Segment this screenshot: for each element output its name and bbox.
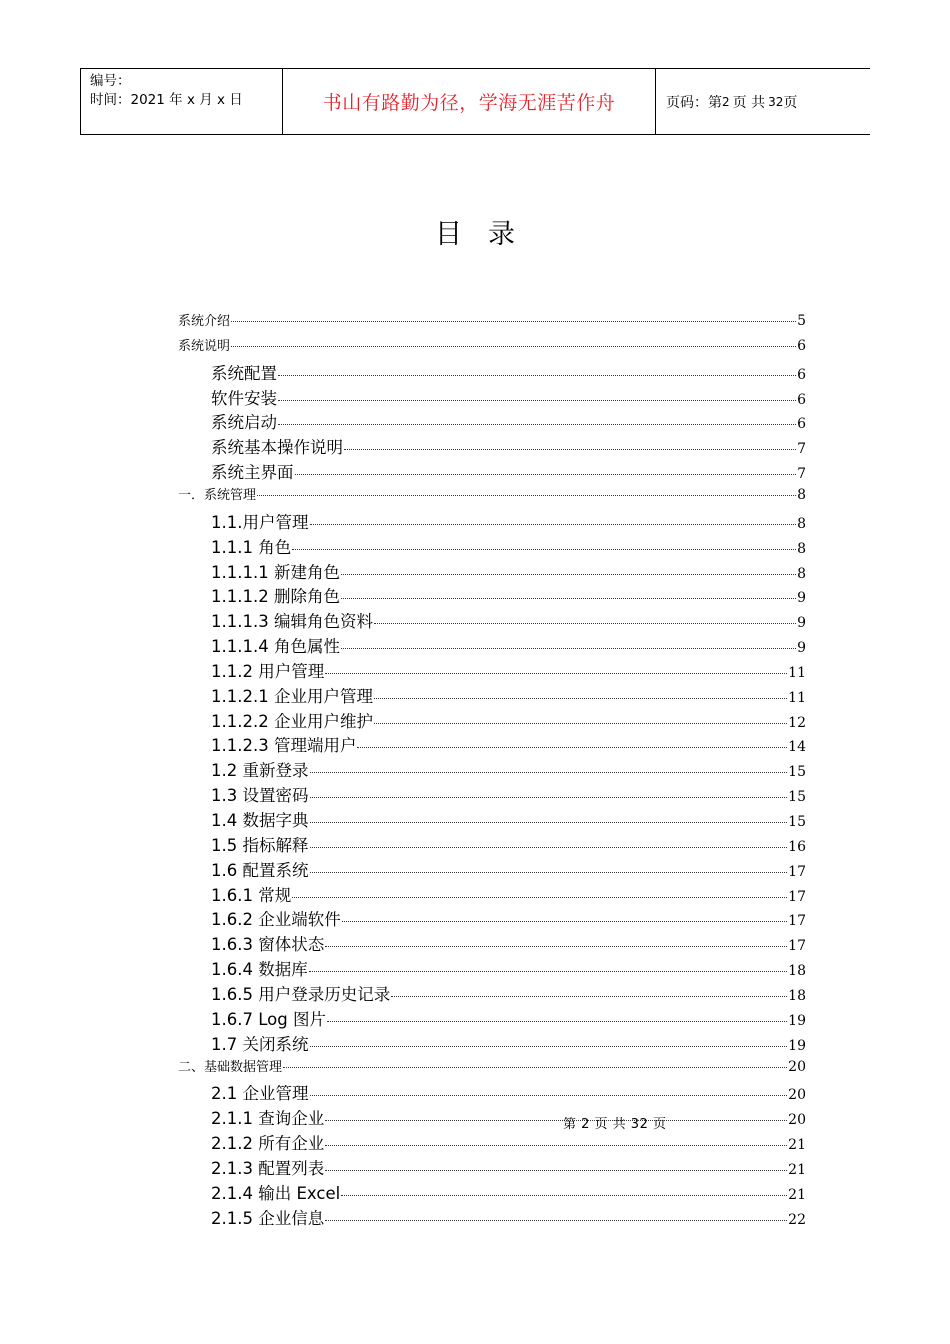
toc-entry-label: 1.1.2.3 管理端用户 bbox=[211, 736, 357, 756]
toc-dot-leader bbox=[283, 1067, 787, 1068]
page-footer-overlay: 第 2 页 共 32 页 bbox=[563, 1117, 667, 1132]
toc-dot-leader bbox=[325, 946, 787, 947]
toc-entry[interactable] bbox=[211, 509, 806, 532]
toc-entry[interactable] bbox=[211, 633, 806, 657]
toc-entry[interactable] bbox=[211, 534, 806, 557]
toc-entry[interactable] bbox=[178, 335, 806, 355]
toc-entry-page: 21 bbox=[788, 1137, 806, 1154]
toc-entry[interactable] bbox=[211, 857, 806, 880]
toc-entry-page: 22 bbox=[788, 1211, 806, 1228]
toc-entry[interactable] bbox=[211, 1080, 806, 1104]
toc-dot-leader bbox=[257, 495, 796, 496]
toc-entry-label: 系统主界面 bbox=[211, 463, 294, 483]
toc-entry-page: 21 bbox=[788, 1186, 806, 1203]
toc-entry-page: 20 bbox=[788, 1112, 806, 1129]
toc-entry-page: 8 bbox=[797, 486, 806, 503]
toc-entry-page: 15 bbox=[788, 814, 806, 830]
page-total: 32 bbox=[768, 94, 784, 109]
toc-entry[interactable] bbox=[211, 608, 806, 632]
toc-dot-leader bbox=[325, 1120, 787, 1121]
toc-entry-label: 1.1.2.2 企业用户维护 bbox=[211, 711, 373, 731]
toc-entry[interactable] bbox=[211, 385, 806, 408]
document-time-label: 时间：2021 年 x 月 x 日 bbox=[90, 92, 243, 108]
toc-dot-leader bbox=[374, 698, 787, 699]
toc-dot-leader bbox=[310, 847, 788, 848]
toc-dot-leader bbox=[310, 772, 788, 773]
toc-entry-page: 17 bbox=[788, 863, 806, 880]
toc-dot-leader bbox=[374, 723, 787, 724]
toc-dot-leader bbox=[341, 598, 796, 599]
toc-dot-leader bbox=[310, 524, 797, 525]
toc-entry-label: 2.1.2 所有企业 bbox=[211, 1134, 325, 1154]
toc-entry[interactable] bbox=[211, 1130, 806, 1154]
toc-entry[interactable] bbox=[211, 1105, 806, 1129]
toc-entry-page: 15 bbox=[788, 789, 806, 806]
toc-dot-leader bbox=[292, 897, 787, 898]
toc-dot-leader bbox=[278, 375, 796, 376]
toc-dot-leader bbox=[374, 623, 796, 624]
toc-entry-page: 8 bbox=[797, 540, 806, 557]
toc-entry-label: 一．系统管理 bbox=[178, 487, 257, 503]
toc-entry-page: 17 bbox=[788, 913, 806, 930]
toc-entry[interactable] bbox=[211, 409, 806, 433]
toc-entry-label: 1.1.1 角色 bbox=[211, 537, 292, 557]
toc-entry-page: 20 bbox=[788, 1058, 806, 1075]
toc-entry-page: 16 bbox=[788, 838, 806, 855]
toc-entry-page: 18 bbox=[788, 987, 806, 1004]
toc-entry-label: 软件安装 bbox=[211, 388, 277, 408]
toc-dot-leader bbox=[310, 797, 788, 798]
toc-dot-leader bbox=[341, 1195, 787, 1196]
toc-entry[interactable] bbox=[211, 658, 806, 681]
toc-entry-label: 系统基本操作说明 bbox=[211, 438, 343, 458]
toc-entry-page: 7 bbox=[797, 441, 806, 458]
toc-dot-leader bbox=[325, 1220, 787, 1221]
toc-dot-leader bbox=[231, 321, 796, 322]
toc-dot-leader bbox=[292, 549, 796, 550]
toc-entry-page: 18 bbox=[788, 963, 806, 980]
toc-entry-page: 14 bbox=[788, 739, 806, 756]
toc-entry[interactable] bbox=[211, 832, 806, 855]
toc-dot-leader bbox=[278, 400, 796, 401]
toc-dot-leader bbox=[295, 474, 797, 475]
toc-entry-page: 6 bbox=[797, 391, 806, 408]
toc-entry-label: 1.4 数据字典 bbox=[211, 811, 309, 830]
toc-entry-page: 17 bbox=[788, 938, 806, 955]
toc-entry-page: 8 bbox=[797, 565, 806, 582]
toc-entry-label: 系统配置 bbox=[211, 363, 277, 383]
toc-entry-label: 1.7 关闭系统 bbox=[211, 1034, 309, 1054]
toc-entry-page: 15 bbox=[788, 764, 806, 781]
toc-entry[interactable] bbox=[211, 1006, 806, 1029]
toc-entry-label: 1.6 配置系统 bbox=[211, 860, 309, 880]
page-mid: 页 共 bbox=[732, 94, 766, 111]
toc-entry-label: 1.5 指标解释 bbox=[211, 835, 309, 855]
toc-entry[interactable] bbox=[211, 732, 806, 756]
header-motto: 书山有路勤为径，学海无涯苦作舟 bbox=[283, 69, 656, 134]
toc-entry-page: 21 bbox=[788, 1161, 806, 1178]
toc-entry-label: 系统说明 bbox=[178, 338, 231, 354]
toc-entry[interactable] bbox=[178, 310, 806, 330]
toc-entry[interactable] bbox=[211, 459, 806, 483]
toc-entry-page: 9 bbox=[797, 640, 806, 657]
toc-entry-label: 2.1 企业管理 bbox=[211, 1084, 309, 1104]
toc-entry-label: 1.1.2 用户管理 bbox=[211, 661, 325, 681]
toc-entry-page: 9 bbox=[797, 590, 806, 607]
toc-entry-page: 6 bbox=[797, 366, 806, 383]
toc-entry[interactable] bbox=[211, 981, 806, 1004]
toc-entry[interactable] bbox=[211, 360, 806, 383]
toc-entry-label: 系统介绍 bbox=[178, 314, 231, 329]
toc-entry-label: 2.1.4 输出 Excel bbox=[211, 1183, 341, 1203]
toc-dot-leader bbox=[327, 1021, 787, 1022]
toc-dot-leader bbox=[310, 1095, 788, 1096]
toc-entry[interactable] bbox=[211, 1205, 806, 1228]
toc-entry[interactable] bbox=[211, 434, 806, 458]
toc-entry[interactable] bbox=[178, 484, 806, 504]
toc-entry-label: 2.1.5 企业信息 bbox=[211, 1208, 325, 1228]
document-number-label: 编号： bbox=[90, 73, 131, 89]
toc-entry-page: 19 bbox=[788, 1012, 806, 1029]
toc-dot-leader bbox=[357, 747, 787, 748]
toc-entry[interactable] bbox=[211, 931, 806, 955]
toc-entry-label: 1.6.3 窗体状态 bbox=[211, 935, 325, 955]
toc-entry[interactable] bbox=[211, 757, 806, 781]
toc-entry-label: 1.1.用户管理 bbox=[211, 512, 309, 532]
toc-entry[interactable] bbox=[211, 1155, 806, 1178]
toc-entry-page: 6 bbox=[797, 337, 806, 354]
toc-entry-label: 1.1.1.4 角色属性 bbox=[211, 637, 340, 657]
toc-entry[interactable] bbox=[211, 708, 806, 731]
toc-entry[interactable] bbox=[178, 1056, 806, 1076]
toc-entry-page: 11 bbox=[788, 664, 806, 681]
toc-dot-leader bbox=[341, 648, 796, 649]
toc-title: 目录 bbox=[435, 219, 541, 250]
toc-entry-page: 12 bbox=[788, 714, 806, 731]
toc-entry-label: 1.6.1 常规 bbox=[211, 885, 292, 905]
toc-entry-label: 1.6.5 用户登录历史记录 bbox=[211, 984, 391, 1004]
toc-entry-label: 1.1.2.1 企业用户管理 bbox=[211, 686, 373, 706]
toc-entry[interactable] bbox=[211, 683, 806, 706]
toc-entry-label: 二、基础数据管理 bbox=[178, 1059, 283, 1075]
toc-entry-page: 17 bbox=[788, 888, 806, 905]
toc-dot-leader bbox=[325, 673, 787, 674]
toc-entry[interactable] bbox=[211, 882, 806, 905]
toc-entry-label: 1.6.7 Log 图片 bbox=[211, 1009, 326, 1029]
toc-dot-leader bbox=[391, 996, 787, 997]
toc-entry-page: 20 bbox=[788, 1087, 806, 1104]
toc-dot-leader bbox=[309, 971, 787, 972]
toc-entry-page: 8 bbox=[797, 515, 806, 532]
toc-entry-label: 1.6.4 数据库 bbox=[211, 960, 308, 980]
page-prefix: 页码：第 bbox=[666, 94, 722, 111]
toc-entry-page: 19 bbox=[788, 1037, 806, 1054]
toc-entry-label: 1.2 重新登录 bbox=[211, 761, 309, 781]
toc-entry-page: 5 bbox=[797, 313, 806, 329]
toc-entry[interactable] bbox=[211, 956, 806, 980]
toc-dot-leader bbox=[231, 346, 796, 347]
toc-dot-leader bbox=[310, 872, 788, 873]
toc-entry-label: 1.1.1.3 编辑角色资料 bbox=[211, 612, 373, 632]
toc-dot-leader bbox=[325, 1145, 787, 1146]
page-current: 2 bbox=[722, 94, 730, 109]
toc-entry[interactable] bbox=[211, 782, 806, 806]
toc-dot-leader bbox=[342, 921, 787, 922]
toc-entry-label: 1.1.1.1 新建角色 bbox=[211, 562, 340, 582]
toc-entry-label: 2.1.3 配置列表 bbox=[211, 1158, 325, 1178]
toc-dot-leader bbox=[325, 1170, 787, 1171]
toc-dot-leader bbox=[278, 424, 796, 425]
toc-entry[interactable] bbox=[211, 1031, 806, 1054]
toc-entry[interactable] bbox=[211, 906, 806, 930]
toc-dot-leader bbox=[341, 574, 796, 575]
toc-entry[interactable] bbox=[211, 583, 806, 607]
toc-entry-label: 1.3 设置密码 bbox=[211, 786, 309, 806]
page-suffix: 页 bbox=[783, 94, 798, 111]
toc-dot-leader bbox=[344, 449, 796, 450]
toc-entry-label: 2.1.1 查询企业 bbox=[211, 1109, 325, 1129]
toc-entry-page: 6 bbox=[797, 416, 806, 433]
toc-entry-label: 1.6.2 企业端软件 bbox=[211, 910, 341, 930]
toc-entry[interactable] bbox=[211, 1180, 806, 1203]
toc-entry-label: 系统启动 bbox=[211, 413, 277, 433]
toc-entry-label: 1.1.1.2 删除角色 bbox=[211, 587, 340, 607]
toc-dot-leader bbox=[310, 822, 788, 823]
toc-entry[interactable] bbox=[211, 559, 806, 582]
toc-dot-leader bbox=[310, 1046, 788, 1047]
toc-entry-page: 7 bbox=[797, 466, 806, 483]
toc-entry[interactable] bbox=[211, 807, 806, 830]
toc-entry-page: 9 bbox=[797, 615, 806, 632]
toc-entry-page: 11 bbox=[788, 689, 806, 706]
